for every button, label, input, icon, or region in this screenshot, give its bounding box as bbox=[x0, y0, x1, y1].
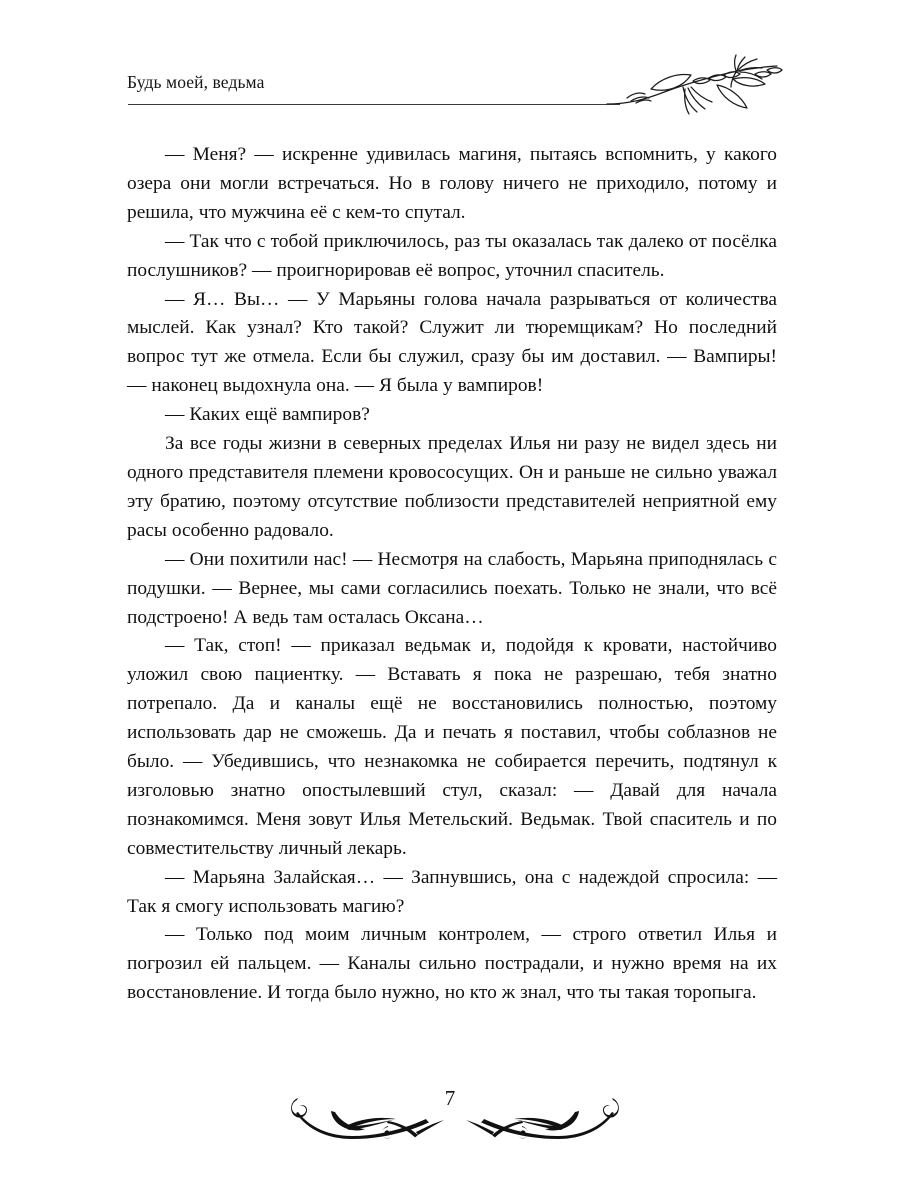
running-head bbox=[127, 70, 775, 116]
paragraph: — Марьяна Залайская… — Запнувшись, она с надеждой спросила: — Так я смогу использовать магию? bbox=[127, 866, 777, 917]
body-text bbox=[127, 141, 777, 1008]
running-head-title: Будь моей, ведьма bbox=[127, 72, 265, 92]
page-footer bbox=[0, 1080, 900, 1150]
paragraph: — Они похитили нас! — Несмотря на слабость, Марьяна приподнялась с подушки. — Вернее, мы сами согласились поехать. Только не знали, что всё подстроено! А ведь там осталась Оксана… bbox=[127, 548, 777, 628]
running-head-rule bbox=[128, 104, 620, 105]
paragraph: — Каких ещё вампиров? bbox=[165, 404, 370, 426]
leaf-branch-ornament bbox=[605, 54, 785, 116]
page-number: 7 bbox=[444, 1086, 456, 1110]
paragraph: — Так, стоп! — приказал ведьмак и, подойдя к кровати, настойчиво уложил свою пациентку. — Вставать я пока не разрешаю, тебя знатно потрепало. Да и каналы ещё не восстановились полностью, поэтому использовать дар не сможешь. Да и печать я поставил, чтобы соблазнов не было. — Убедившись, что незнакомка не собирается перечить, подтянул к изголовью знатно опостылевший стул, сказал: — Давай для начала познакомимся. Меня зовут Илья Метельский. Ведьмак. Твой спаситель и по совместительству личный лекарь. bbox=[127, 635, 777, 859]
paragraph: — Я… Вы… — У Марьяны голова начала разрываться от количества мыслей. Как узнал? Кто такой? Служит ли тюремщикам? Но последний вопрос тут же отмела. Если бы служил, сразу бы им доставил. — Вампиры! — наконец выдохнула она. — Я была у вампиров! bbox=[127, 288, 777, 397]
paragraph: — Меня? — искренне удивилась магиня, пытаясь вспомнить, у какого озера они могли встречаться. Но в голову ничего не приходило, потому и решила, что мужчина её с кем‑то спутал. bbox=[127, 144, 777, 223]
paragraph: — Так что с тобой приключилось, раз ты оказалась так далеко от посёлка послушников? — проигнорировав её вопрос, уточнил спаситель. bbox=[127, 230, 777, 281]
paragraph: — Только под моим личным контролем, — строго ответил Илья и погрозил ей пальцем. — Каналы сильно пострадали, и нужно время на их восстановление. И тогда было нужно, но кто ж знал, что ты такая торопыга. bbox=[127, 924, 777, 1004]
paragraph: За все годы жизни в северных пределах Илья ни разу не видел здесь ни одного представителя племени кровососущих. Он и раньше не сильно уважал эту братию, поэтому отсутствие поблизости представителей неприятной ему расы особенно радовало. bbox=[127, 433, 777, 541]
